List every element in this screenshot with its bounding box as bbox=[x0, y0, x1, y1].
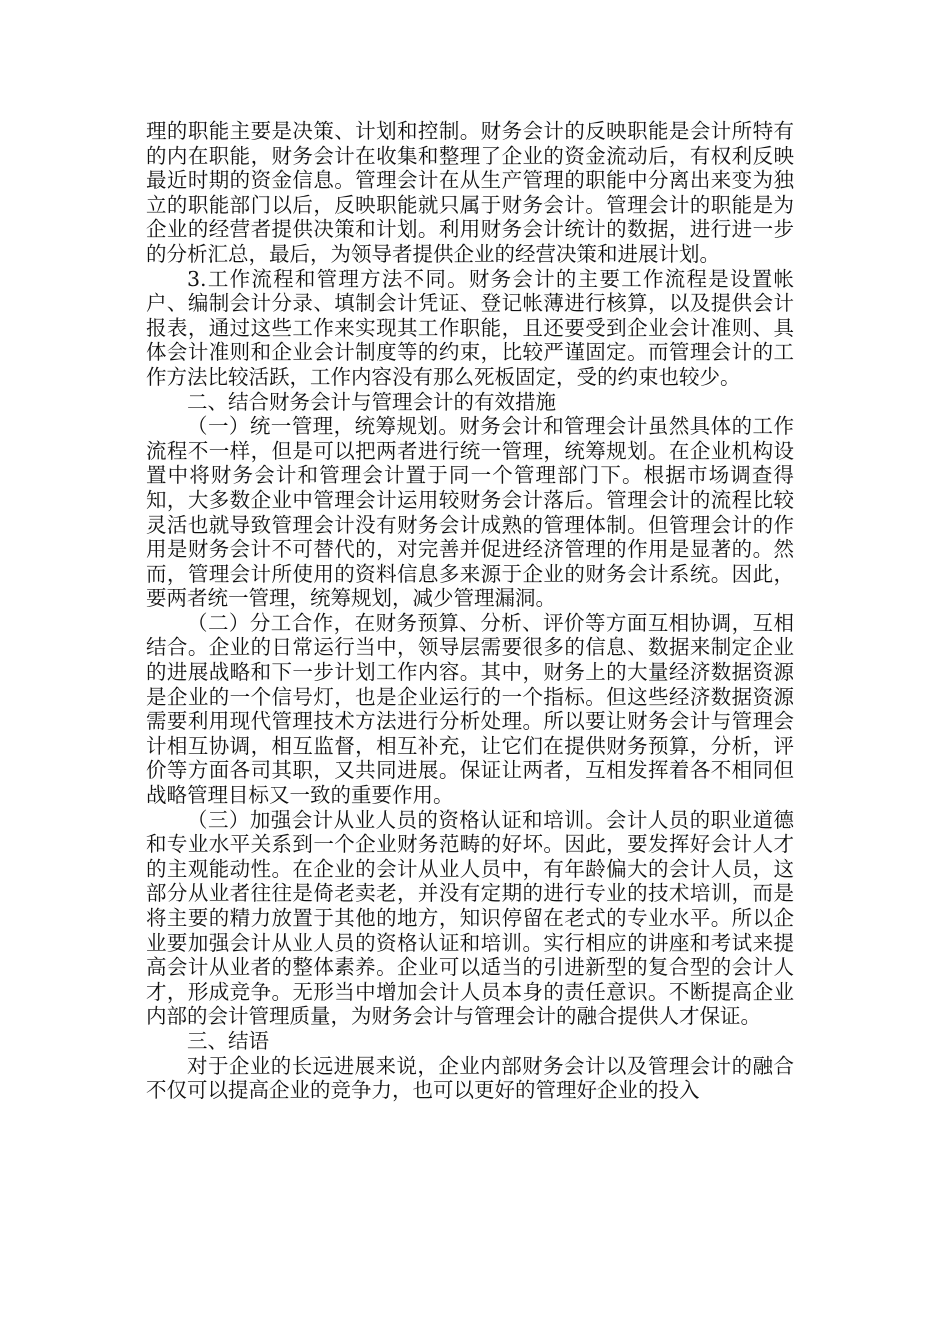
paragraph-functions: 理的职能主要是决策、计划和控制。财务会计的反映职能是会计所特有的内在职能，财务会计在收集和整理了企业的资金流动后，有权利反映最近时期的资金信息。管理会计在从生产管理的职能中分离出来变为独立的职能部门以后，反映职能就只属于财务会计。管理会计的职能是为企业的经营者提供决策和计划。利用财务会计统计的数据，进行进一步的分析汇总，最后，为领导者提供企业的经营决策和进展计划。 bbox=[146, 119, 794, 266]
paragraph-conclusion: 对于企业的长远进展来说，企业内部财务会计以及管理会计的融合不仅可以提高企业的竞争力，也可以更好的管理好企业的投入 bbox=[146, 1053, 794, 1103]
section-heading-conclusion: 三、结语 bbox=[187, 1028, 269, 1053]
document-body bbox=[146, 119, 794, 1103]
paragraph-cooperation: （二）分工合作，在财务预算、分析、评价等方面互相协调，互相结合。企业的日常运行当中，领导层需要很多的信息、数据来制定企业的进展战略和下一步计划工作内容。其中，财务上的大量经济数据资源是企业的一个信号灯，也是企业运行的一个指标。但这些经济数据资源需要利用现代管理技术方法进行分析处理。所以要让财务会计与管理会计相互协调，相互监督，相互补充，让它们在提供财务预算，分析，评价等方面各司其职，又共同进展。保证让两者，互相发挥着各不相同但战略管理目标又一致的重要作用。 bbox=[146, 610, 794, 808]
paragraph-workflow: 3.工作流程和管理方法不同。财务会计的主要工作流程是设置帐户、编制会计分录、填制会计凭证、登记帐薄进行核算，以及提供会计报表，通过这些工作来实现其工作职能，且还要受到企业会计准则、具体会计准则和企业会计制度等的约束，比较严谨固定。而管理会计的工作方法比较活跃，工作内容没有那么死板固定，受的约束也较少。 bbox=[146, 266, 794, 389]
section-heading-measures: 二、结合财务会计与管理会计的有效措施 bbox=[187, 389, 556, 414]
paragraph-training: （三）加强会计从业人员的资格认证和培训。会计人员的职业道德和专业水平关系到一个企业财务范畴的好坏。因此，要发挥好会计人才的主观能动性。在企业的会计从业人员中，有年龄偏大的会计人员，这部分从业者往往是倚老卖老，并没有定期的进行专业的技术培训，而是将主要的精力放置于其他的地方，知识停留在老式的专业水平。所以企业要加强会计从业人员的资格认证和培训。实行相应的讲座和考试来提高会计从业者的整体素养。企业可以适当的引进新型的复合型的会计人才，形成竞争。无形当中增加会计人员本身的责任意识。不断提高企业内部的会计管理质量，为财务会计与管理会计的融合提供人才保证。 bbox=[146, 807, 794, 1029]
paragraph-unified-management: （一）统一管理，统筹规划。财务会计和管理会计虽然具体的工作流程不一样，但是可以把两者进行统一管理，统筹规划。在企业机构设置中将财务会计和管理会计置于同一个管理部门下。根据市场调查得知，大多数企业中管理会计运用较财务会计落后。管理会计的流程比较灵活也就导致管理会计没有财务会计成熟的管理体制。但管理会计的作用是财务会计不可替代的，对完善并促进经济管理的作用是显著的。然而，管理会计所使用的资料信息多来源于企业的财务会计系统。因此，要两者统一管理，统筹规划，减少管理漏洞。 bbox=[146, 414, 794, 611]
